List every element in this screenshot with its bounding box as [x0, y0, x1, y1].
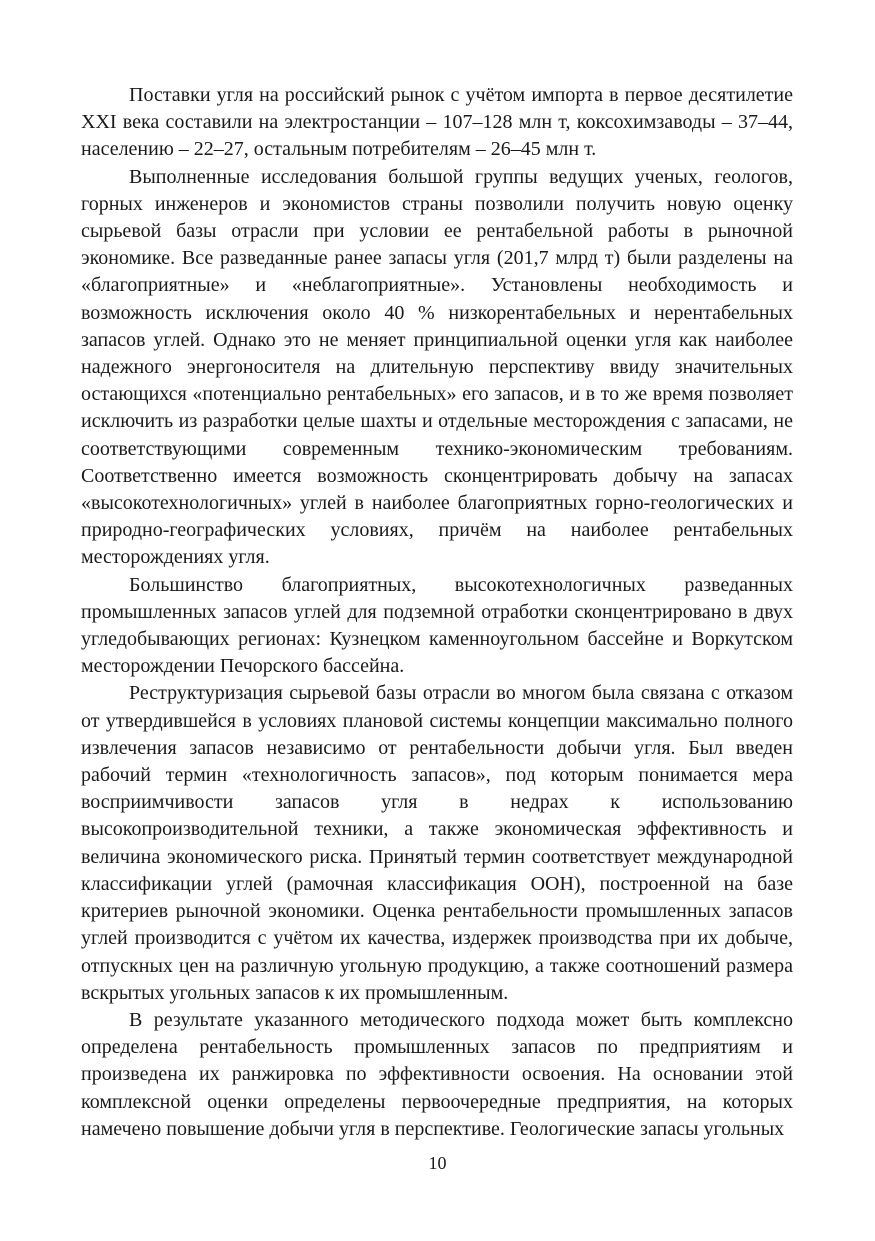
paragraph-methodology-result: В результате указанного методического подхода может быть комплексно определена рентабельность промышленных запасов по предприятиям и произведена их ранжировка по эффективности освоения. На основании этой комплексной оценки определены первоочередные предприятия, на которых намечено повышение добычи угля в перспективе. Геологические запасы угольных: [81, 1008, 793, 1140]
paragraph-restructuring: Реструктуризация сырьевой базы отрасли во многом была связана с отказом от утвердившейся в условиях плановой системы концепции максимально полного извлечения запасов независимо от рентабельности добычи угля. Был введен рабочий термин «технологичность запасов», под которым понимается мера восприимчивости запасов угля в недрах к использованию высокопроизводительной техники, а также экономическая эффективность и величина экономического риска. Принятый термин соответствует международной классификации углей (рамочная классификация ООН), построенной на базе критериев рыночной экономики. Оценка рентабельности промышленных запасов углей производится с учётом их качества, издержек производства при их добыче, отпускных цен на различную угольную продукцию, а также соотношений размера вскрытых угольных запасов к их промышленным.: [81, 682, 793, 1004]
paragraph-favorable-reserves: Большинство благоприятных, высокотехнологичных разведанных промышленных запасов углей для подземной отработки сконцентрировано в двух угледобывающих регионах: Кузнецком каменноугольном бассейне и Воркутском месторождении Печорского бассейна.: [81, 573, 793, 678]
paragraph-coal-supply: Поставки угля на российский рынок с учётом импорта в первое десятилетие XXI века составили на электростанции – 107–128 млн т, коксохимзаводы – 37–44, населению – 22–27, остальным потребителям – 26–45 млн т.: [81, 84, 793, 161]
body-text: [81, 82, 793, 1143]
page-number: 10: [428, 1153, 447, 1173]
paragraph-resource-assessment: Выполненные исследования большой группы ведущих ученых, геологов, горных инженеров и экономистов страны позволили получить новую оценку сырьевой базы отрасли при условии ее рентабельной работы в рыночной экономике. Все разведанные ранее запасы угля (201,7 млрд т) были разделены на «благоприятные» и «неблагоприятные». Установлены необходимость и возможность исключения около 40 % низкорентабельных и нерентабельных запасов углей. Однако это не меняет принципиальной оценки угля как наиболее надежного энергоносителя на длительную перспективу ввиду значительных остающихся «потенциально рентабельных» его запасов, и в то же время позволяет исключить из разработки целые шахты и отдельные месторождения с запасами, не соответствующими современным технико-экономическим требованиям. Соответственно имеется возможность сконцентрировать добычу на запасах «высокотехнологичных» углей в наиболее благоприятных горно-геологических и природно-географических условиях, причём на наиболее рентабельных месторождениях угля.: [81, 165, 793, 569]
